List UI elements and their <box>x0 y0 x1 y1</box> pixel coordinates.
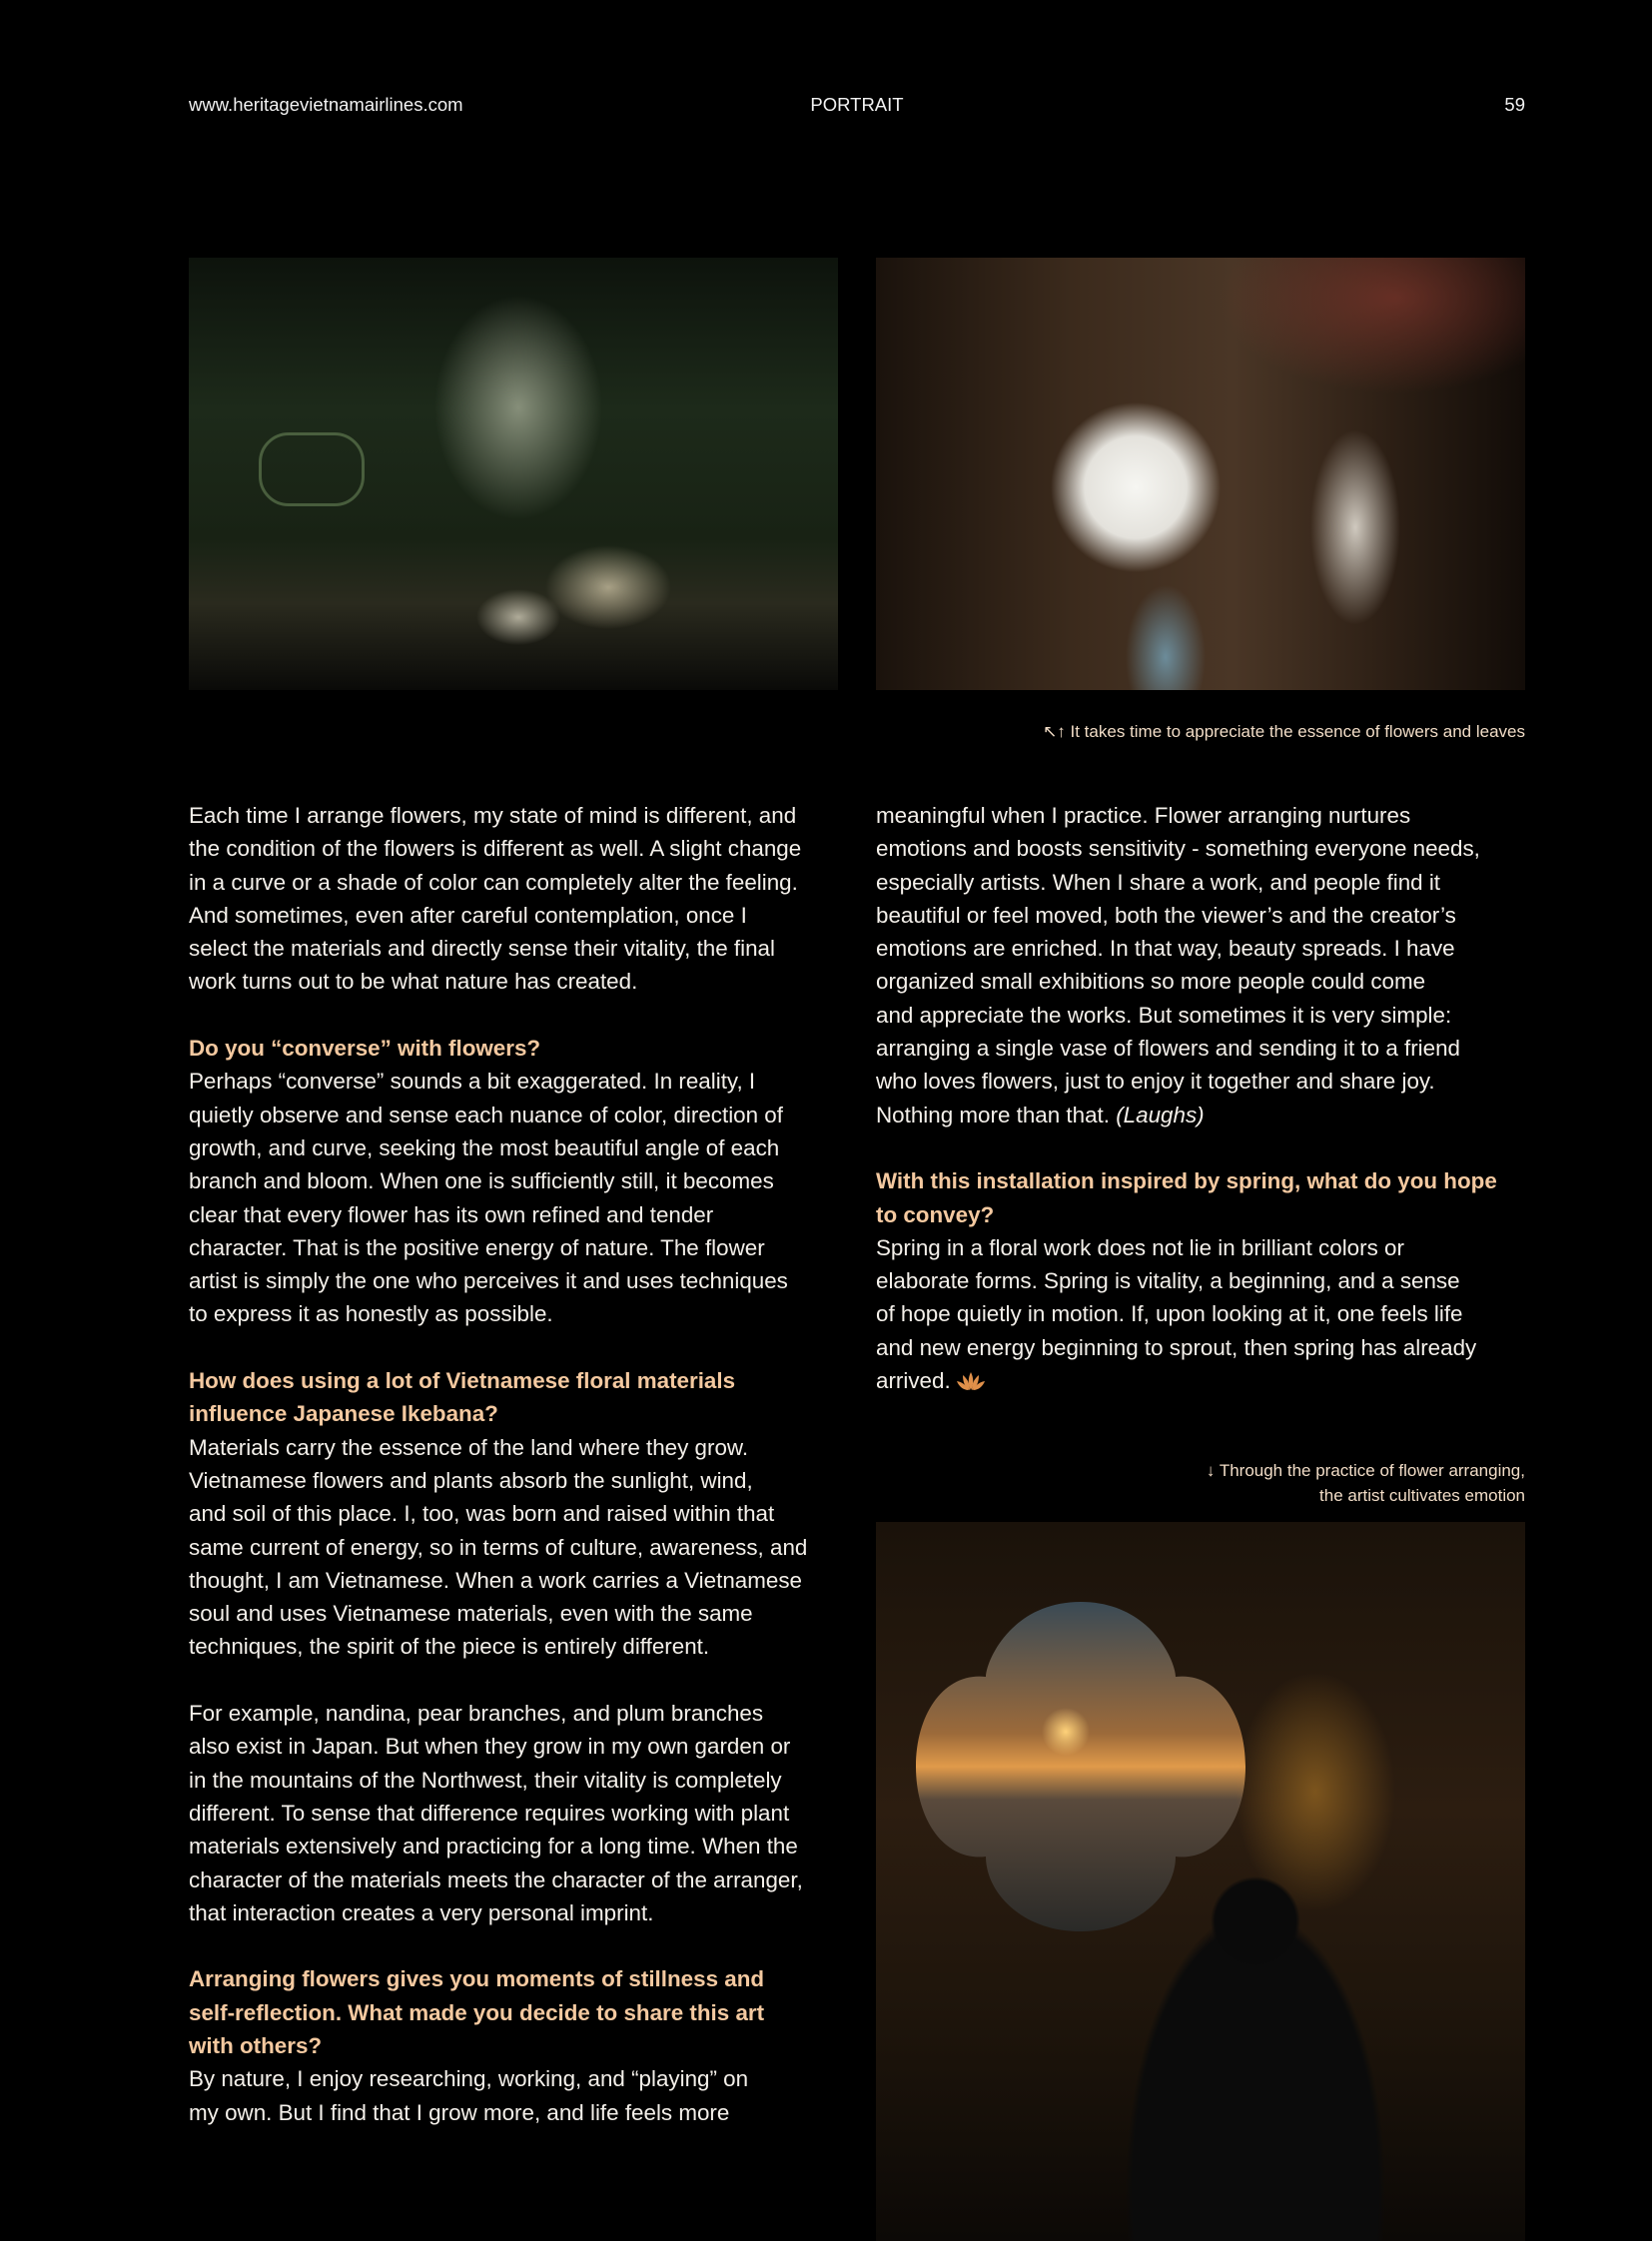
text-line <box>189 1830 868 1863</box>
text-line <box>876 866 1555 899</box>
text-line <box>189 1497 868 1530</box>
line-text: quietly observe and sense each nuance of color, direction of <box>189 1102 783 1127</box>
text-line <box>189 1764 868 1797</box>
text-line <box>876 1364 1555 1397</box>
text-line <box>189 1032 868 1065</box>
text-line <box>189 2062 868 2095</box>
text-line <box>876 932 1555 965</box>
line-text: How does using a lot of Vietnamese floral materials <box>189 1368 736 1394</box>
text-line <box>876 1331 1555 1364</box>
text-line <box>876 832 1555 865</box>
article-column-left <box>189 799 868 2129</box>
text-line <box>189 1996 868 2029</box>
line-text: of hope quietly in motion. If, upon looking at it, one feels life <box>876 1301 1463 1327</box>
paragraph <box>876 1231 1555 1397</box>
text-line <box>876 1297 1555 1330</box>
text-line <box>189 1564 868 1597</box>
line-text: Perhaps “converse” sounds a bit exaggerated. In reality, I <box>189 1069 756 1095</box>
text-line <box>876 1198 1555 1231</box>
line-text: and soil of this place. I, too, was born and raised within that <box>189 1501 775 1527</box>
artist-silhouette <box>1126 1862 1385 2241</box>
text-line <box>876 1099 1555 1131</box>
line-text: arrived. <box>876 1368 951 1394</box>
line-text: With this installation inspired by spring, what do you hope <box>876 1168 1497 1194</box>
line-text: artist is simply the one who perceives it and uses techniques <box>189 1268 788 1294</box>
paragraph-gap <box>189 999 868 1032</box>
line-text: beautiful or feel moved, both the viewer’s and the creator’s <box>876 902 1456 928</box>
line-text: Do you “converse” with flowers? <box>189 1036 541 1062</box>
photo-caption-top: ↖↑ It takes time to appreciate the essence of flowers and leaves <box>1043 722 1525 741</box>
photo-caption-bottom <box>1207 1458 1525 1508</box>
text-line <box>189 1364 868 1397</box>
line-text: thought, I am Vietnamese. When a work carries a Vietnamese <box>189 1567 802 1593</box>
line-text: and appreciate the works. But sometimes it is very simple: <box>876 1002 1452 1028</box>
line-text: who loves flowers, just to enjoy it together and share joy. <box>876 1069 1435 1095</box>
line-text: meaningful when I practice. Flower arranging nurtures <box>876 803 1411 828</box>
text-line <box>189 899 868 932</box>
line-text: to convey? <box>876 1201 995 1227</box>
white-camellia-photo <box>876 258 1525 690</box>
line-text: the condition of the flowers is different as well. A slight change <box>189 836 802 862</box>
laughs-aside: (Laughs) <box>1116 1102 1205 1127</box>
text-line <box>876 1231 1555 1264</box>
paragraph <box>189 1431 868 1664</box>
line-text: And sometimes, even after careful contemplation, once I <box>189 902 747 928</box>
text-line <box>189 1231 868 1264</box>
line-text: branch and bloom. When one is sufficiently still, it becomes <box>189 1168 774 1194</box>
paragraph <box>189 1065 868 1330</box>
line-text: Vietnamese flowers and plants absorb the sunlight, wind, <box>189 1467 753 1493</box>
paragraph-gap <box>189 1331 868 1364</box>
line-text: that interaction creates a very personal imprint. <box>189 1899 654 1925</box>
text-line <box>876 899 1555 932</box>
text-line <box>876 1264 1555 1297</box>
line-text: Materials carry the essence of the land where they grow. <box>189 1434 749 1460</box>
line-text: growth, and curve, seeking the most beautiful angle of each <box>189 1134 780 1160</box>
text-line <box>189 1896 868 1929</box>
text-line <box>189 1431 868 1464</box>
paragraph-gap <box>189 1664 868 1697</box>
paragraph-gap <box>189 1929 868 1962</box>
text-line <box>189 1697 868 1730</box>
text-line <box>189 965 868 998</box>
text-line <box>876 1032 1555 1065</box>
line-text: different. To sense that difference requires working with plant <box>189 1800 790 1826</box>
text-line <box>189 1797 868 1830</box>
line-text: techniques, the spirit of the piece is entirely different. <box>189 1634 710 1660</box>
text-line <box>189 832 868 865</box>
text-line <box>876 799 1555 832</box>
line-text: influence Japanese Ikebana? <box>189 1401 498 1427</box>
line-text: Nothing more than that. <box>876 1102 1117 1127</box>
line-text: and new energy beginning to sprout, then spring has already <box>876 1334 1477 1360</box>
text-line <box>189 1864 868 1896</box>
line-text: character. That is the positive energy of nature. The flower <box>189 1234 765 1260</box>
line-text: my own. But I find that I grow more, and life feels more <box>189 2099 730 2125</box>
line-text: organized small exhibitions so more people could come <box>876 969 1426 995</box>
line-text: arranging a single vase of flowers and sending it to a friend <box>876 1036 1460 1062</box>
line-text: character of the materials meets the character of the arranger, <box>189 1867 803 1892</box>
text-line <box>189 1630 868 1663</box>
question-heading <box>876 1164 1555 1231</box>
text-line <box>189 1065 868 1098</box>
line-text: By nature, I enjoy researching, working, and “playing” on <box>189 2066 749 2092</box>
artist-arranging-photo <box>876 1522 1525 2241</box>
text-line <box>189 1464 868 1497</box>
paragraph-gap <box>876 1131 1555 1164</box>
page-number: 59 <box>1504 94 1525 115</box>
line-text: emotions and boosts sensitivity - something everyone needs, <box>876 836 1480 862</box>
line-text: materials extensively and practicing for a long time. When the <box>189 1834 798 1860</box>
text-line <box>189 1131 868 1164</box>
line-text: work turns out to be what nature has created. <box>189 969 638 995</box>
question-heading <box>189 1364 868 1431</box>
line-text: to express it as honestly as possible. <box>189 1301 553 1327</box>
text-line <box>189 1597 868 1630</box>
line-text: emotions are enriched. In that way, beauty spreads. I have <box>876 936 1455 962</box>
line-text: For example, nandina, pear branches, and plum branches <box>189 1701 764 1727</box>
text-line <box>876 999 1555 1032</box>
line-text: in a curve or a shade of color can completely alter the feeling. <box>189 869 798 895</box>
text-line <box>189 799 868 832</box>
text-line <box>189 1099 868 1131</box>
line-text: clear that every flower has its own refined and tender <box>189 1201 714 1227</box>
line-text: Each time I arrange flowers, my state of mind is different, and <box>189 803 797 828</box>
question-heading <box>189 1962 868 2062</box>
line-text: with others? <box>189 2032 323 2058</box>
ikebana-installation-photo <box>189 258 838 690</box>
lotus-icon <box>957 1366 985 1384</box>
text-line <box>189 1730 868 1763</box>
text-line <box>876 965 1555 998</box>
text-line <box>189 1531 868 1564</box>
paragraph <box>876 799 1555 1131</box>
line-text: Spring in a floral work does not lie in brilliant colors or <box>876 1234 1404 1260</box>
text-line <box>189 2029 868 2062</box>
text-line <box>189 932 868 965</box>
caption-line: ↓ Through the practice of flower arranging, <box>1206 1461 1525 1480</box>
text-line <box>876 1065 1555 1098</box>
section-title: PORTRAIT <box>810 94 904 115</box>
line-text: select the materials and directly sense their vitality, the final <box>189 936 775 962</box>
text-line <box>189 1264 868 1297</box>
line-text: same current of energy, so in terms of culture, awareness, and <box>189 1534 808 1560</box>
line-text: also exist in Japan. But when they grow in my own garden or <box>189 1734 791 1760</box>
line-text: Arranging flowers gives you moments of stillness and <box>189 1966 765 1992</box>
text-line <box>876 1164 1555 1197</box>
article-column-right <box>876 799 1555 1397</box>
paragraph <box>189 1697 868 1929</box>
line-text: self-reflection. What made you decide to share this art <box>189 1999 765 2025</box>
text-line <box>189 2096 868 2129</box>
text-line <box>189 1198 868 1231</box>
line-text: in the mountains of the Northwest, their vitality is completely <box>189 1767 782 1793</box>
text-line <box>189 866 868 899</box>
line-text: elaborate forms. Spring is vitality, a beginning, and a sense <box>876 1268 1460 1294</box>
paragraph <box>189 2062 868 2129</box>
text-line <box>189 1397 868 1430</box>
paragraph <box>189 799 868 999</box>
website-url: www.heritagevietnamairlines.com <box>189 94 463 115</box>
text-line <box>189 1962 868 1995</box>
logo-sign <box>259 432 365 506</box>
line-text: soul and uses Vietnamese materials, even with the same <box>189 1601 753 1627</box>
caption-line: the artist cultivates emotion <box>1319 1486 1525 1505</box>
text-line <box>189 1164 868 1197</box>
question-heading <box>189 1032 868 1065</box>
text-line <box>189 1297 868 1330</box>
line-text: especially artists. When I share a work, and people find it <box>876 869 1441 895</box>
